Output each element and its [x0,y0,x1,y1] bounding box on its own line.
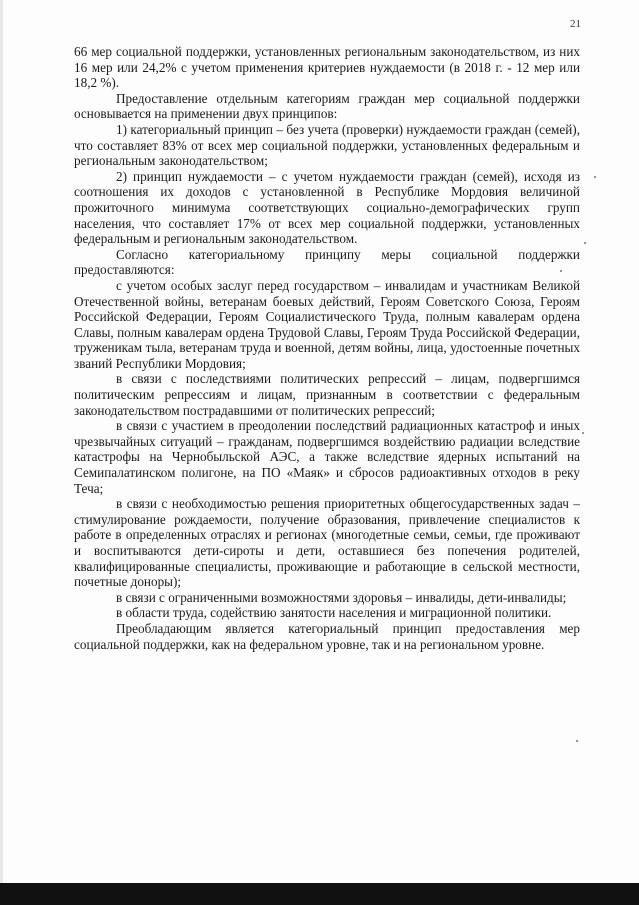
paragraph-labour: в области труда, содействию занятости населения и миграционной политики. [116,605,552,621]
paragraph-conclusion: Преобладающим является категориальный принцип предоставления мер социальной поддержки, как на федеральном уровне, так и на региональном уровне. [74,620,580,652]
scan-speck [582,432,584,434]
paragraph-categorical-intro: Согласно категориальному принципу меры социальной поддержки предоставляются: [74,246,580,278]
scan-left-edge [0,0,3,905]
paragraph-need-principle: 2) принцип нуждаемости – с учетом нуждаемости граждан (семей), исходя из соотношения их доходов с установленной в Республике Мордовия величиной прожиточного минимума соответствующих социально-демографических групп населения, что составляет 17% от всех мер социальной поддержки, установленных федеральным и региональным законодательством. [74,168,580,247]
paragraph-principles-intro: Предоставление отдельным категориям граждан мер социальной поддержки основывается на применении двух принципов: [74,90,580,122]
scan-speck [584,242,586,244]
paragraph-merits: с учетом особых заслуг перед государством – инвалидам и участникам Великой Отечественной войны, ветеранам боевых действий, Героям Советского Союза, Героям Российской Федерации, Героям Социалистического Труда, полным кавалерам ордена Славы, полным кавалерам ордена Трудовой Славы, Героям Труда Российской Федерации, труженикам тыла, ветеранам труда и военной, детям войны, лица, удостоенные почетных званий Республики Мордовия; [74,277,580,371]
scan-bottom-border [0,883,639,905]
paragraph-disabilities: в связи с ограниченными возможностями здоровья – инвалиды, дети-инвалиды; [116,589,567,605]
page-number: 21 [570,18,581,30]
paragraph-national-tasks: в связи с необходимостью решения приоритетных общегосударственных задач – стимулирование рождаемости, получение образования, привлечение специалистов к работе в определенных отраслях и регионах (многодетные семьи, семьи, где проживают и воспитываются дети-сироты и дети, оставшиеся без попечения родителей, квалифицированные специалисты, проживающие и работающие в сельской местности, почетные доноры); [74,496,580,590]
paragraph-categorical-principle: 1) категориальный принцип – без учета (проверки) нуждаемости граждан (семей), что составляет 83% от всех мер социальной поддержки, установленных федеральным и региональным законодательством; [74,121,580,169]
scan-speck [576,740,578,742]
paragraph-radiation: в связи с участием в преодолении последствий радиационных катастроф и иных чрезвычайных ситуаций – гражданам, подвергшимся воздействию радиации вследствие катастрофы на Чернобыльской АЭС, а также вследствие ядерных испытаний на Семипалатинском полигоне, на ПО «Маяк» и сбросов радиоактивных отходов в реку Теча; [74,418,580,496]
paragraph-repressions: в связи с последствиями политических репрессий – лицам, подвергшимся политическим репрессиям и лицам, признанным в соответствии с федеральным законодательством пострадавшими от политических репрессий; [74,371,580,418]
paragraph-measures-count: 66 мер социальной поддержки, установленных региональным законодательством, из них 16 мер или 24,2% с учетом применения критериев нуждаемости (в 2018 г. - 12 мер или 18,2 %). [74,44,580,91]
scan-speck [560,270,562,272]
document-body [74,44,580,652]
scan-speck [594,176,596,178]
